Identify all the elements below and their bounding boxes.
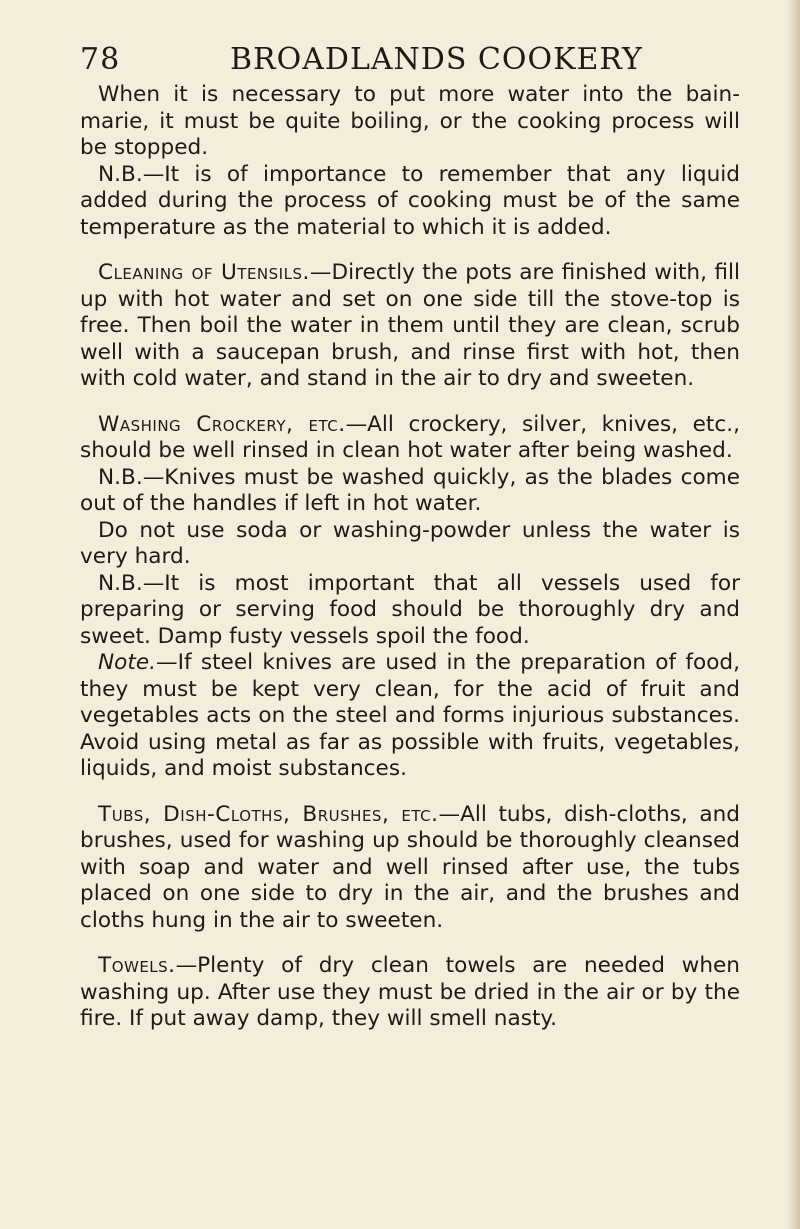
paragraph-text: N.B.—It is most important that all vessels used for preparing or serving food should be thoroughly dry and sweet. Damp fusty vessels spoil the food.	[80, 570, 740, 649]
paragraph-text: —Directly the pots are finished with, fill up with hot water and set on one side till the stove-top is free. Then boil the water in them until they are clean, scrub well with a saucepan brush, and rinse first with hot, then with cold water, and stand in the air to dry and sweeten.	[80, 260, 740, 391]
paragraph-nb-temperature	[80, 162, 740, 242]
paragraph-text: N.B.—It is of importance to remember that any liquid added during the process of cooking must be of the same temperature as the material to which it is added.	[80, 161, 740, 240]
page-number: 78	[80, 42, 121, 77]
paragraph-nb-knives	[80, 465, 740, 518]
paragraph-tubs	[80, 802, 740, 935]
paragraph-text: N.B.—Knives must be washed quickly, as the blades come out of the handles if left in hot water.	[80, 464, 740, 516]
section-heading: Tubs, Dish-Cloths, Brushes, etc.	[98, 801, 439, 827]
paragraph-soda	[80, 518, 740, 571]
paragraph-text: Do not use soda or washing-powder unless the water is very hard.	[80, 517, 740, 569]
paragraph-bain-marie	[80, 82, 740, 162]
running-title: BROADLANDS COOKERY	[230, 42, 643, 77]
note-heading: Note.	[98, 650, 156, 675]
paragraph-washing-crockery	[80, 412, 740, 465]
paragraph-text: —All tubs, dish-cloths, and brushes, used for washing up should be thoroughly cleansed with soap and water and well rinsed after use, the tubs placed on one side to dry in the air, and the brushes and cloths hung in the air to sweeten.	[80, 801, 740, 933]
section-heading: Washing Crockery, etc.	[98, 411, 346, 437]
paragraph-towels	[80, 953, 740, 1033]
paragraph-nb-vessels	[80, 571, 740, 651]
section-heading: Cleaning of Utensils.	[98, 260, 310, 285]
paragraph-text: —Plenty of dry clean towels are needed when washing up. After use they must be dried in the air or by the fire. If put away damp, they will smell nasty.	[80, 953, 740, 1031]
paragraph-text: When it is necessary to put more water into the bain-marie, it must be quite boiling, or the cooking process will be stopped.	[80, 82, 740, 160]
section-heading: Towels.	[98, 953, 176, 978]
page-edge-shadow	[786, 0, 800, 1229]
paragraph-cleaning-utensils	[80, 260, 740, 393]
paragraph-text: —If steel knives are used in the preparation of food, they must be kept very clean, for the acid of fruit and vegetables acts on the steel and forms injurious substances. Avoid using metal as far as possible with fruits, vegetables, liquids, and moist substances.	[80, 650, 740, 781]
body-text	[80, 82, 740, 1033]
paragraph-text: —All crockery, silver, knives, etc., should be well rinsed in clean hot water after being washed.	[80, 411, 740, 463]
paragraph-note-steel	[80, 650, 740, 783]
